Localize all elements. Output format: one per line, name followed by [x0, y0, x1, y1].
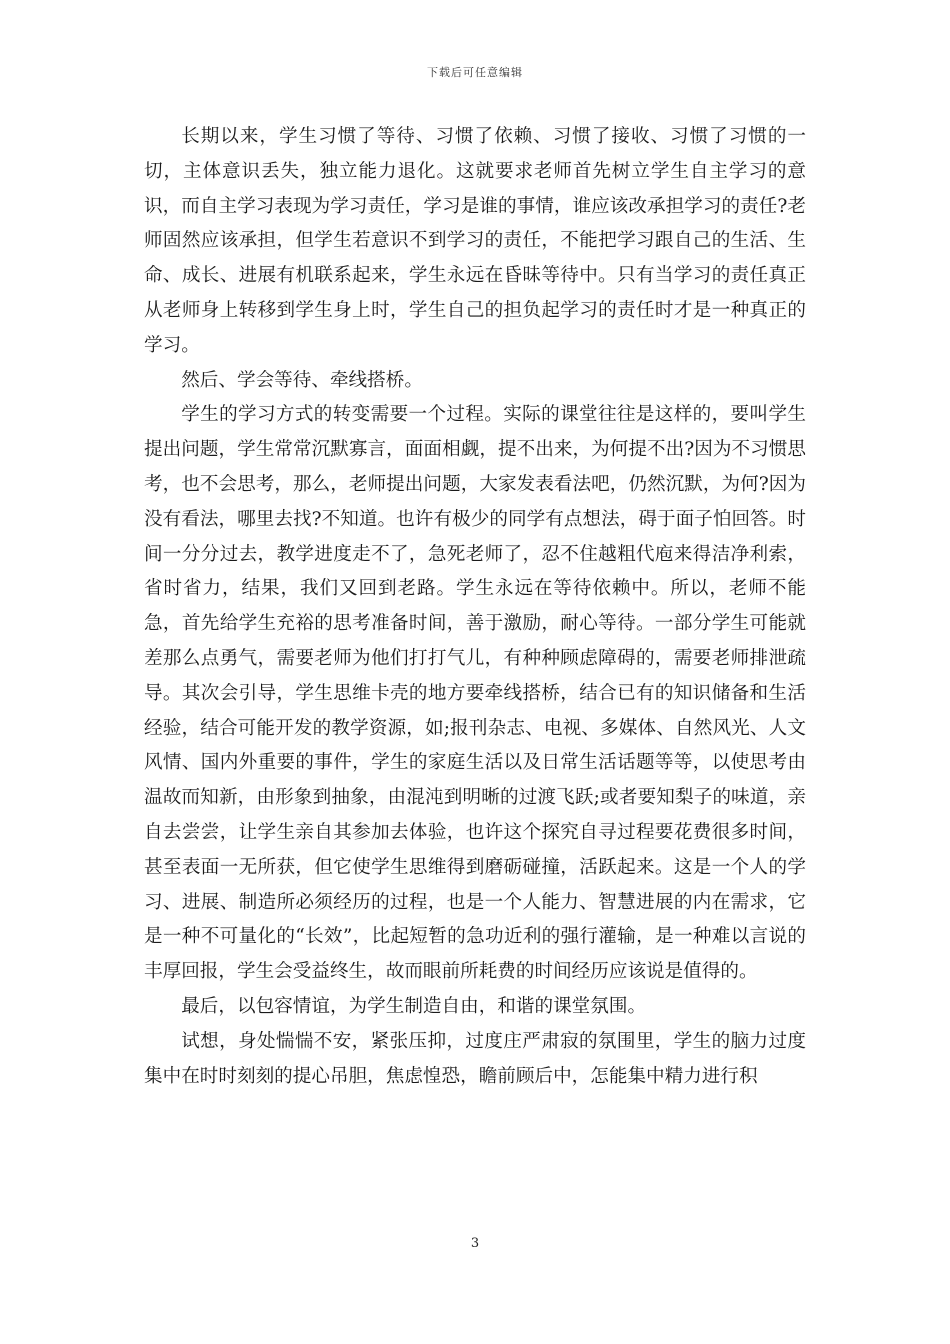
page-header: 下载后可任意编辑 [427, 66, 523, 79]
page-number: 3 [470, 1236, 480, 1251]
paragraph-heading-atmosphere: 最后，以包容情谊，为学生制造自由，和谐的课堂氛围。 [181, 995, 647, 1017]
paragraph-learning-method-change: 学生的学习方式的转变需要一个过程。实际的课堂往往是这样的，要叫学生提出问题，学生常常沉默寡言，面面相觑，提不出来，为何提不出?因为不习惯思考，也不会思考，那么，老师提出问题，大家发表看法吧，仍然沉默，为何?因为没有看法，哪里去找?不知道。也许有极少的同学有点想法，碍于面子怕回答。时间一分分过去，教学进度走不了，急死老师了，忍不住越粗代庖来得洁净利索，省时省力，结果，我们又回到老路。学生永远在等待依赖中。所以，老师不能急，首先给学生充裕的思考准备时间，善于激励，耐心等待。一部分学生可能就差那么点勇气，需要老师为他们打打气儿，有种种顾虑障碍的，需要老师排泄疏导。其次会引导，学生思维卡壳的地方要牵线搭桥，结合已有的知识储备和生活经验，结合可能开发的教学资源，如;报刊杂志、电视、多媒体、自然风光、人文风情、国内外重要的事件，学生的家庭生活以及日常生活话题等等，以使思考由温故而知新，由形象到抽象，由混沌到明晰的过渡飞跃;或者要知梨子的味道，亲自去尝尝，让学生亲自其参加去体验，也许这个探究自寻过程要花费很多时间，甚至表面一无所获，但它使学生思维得到磨砺碰撞，活跃起来。这是一个人的学习、进展、制造所必须经历的过程，也是一个人能力、智慧进展的内在需求，它是一种不可量化的“长效”，比起短暂的急功近利的强行灌输，是一种难以言说的丰厚回报，学生会受益终生，故而眼前所耗费的时间经历应该说是值得的。 [144, 404, 806, 983]
paragraph-imagine: 试想，身处惴惴不安，紧张压抑，过度庄严肃寂的氛围里，学生的脑力过度集中在时时刻刻的提心吊胆，焦虑惶恐，瞻前顾后中，怎能集中精力进行积 [144, 1030, 806, 1087]
paragraph-heading-waiting: 然后、学会等待、牵线搭桥。 [181, 369, 423, 391]
paragraph-learning-responsibility: 长期以来，学生习惯了等待、习惯了依赖、习惯了接收、习惯了习惯的一切，主体意识丢失，独立能力退化。这就要求老师首先树立学生自主学习的意识，而自主学习表现为学习责任，学习是谁的事情，谁应该改承担学习的责任?老师固然应该承担，但学生若意识不到学习的责任，不能把学习跟自己的生活、生命、成长、进展有机联系起来，学生永远在昏昧等待中。只有当学习的责任真正从老师身上转移到学生身上时，学生自己的担负起学习的责任时才是一种真正的学习。 [144, 126, 806, 356]
document-body [144, 120, 806, 1094]
